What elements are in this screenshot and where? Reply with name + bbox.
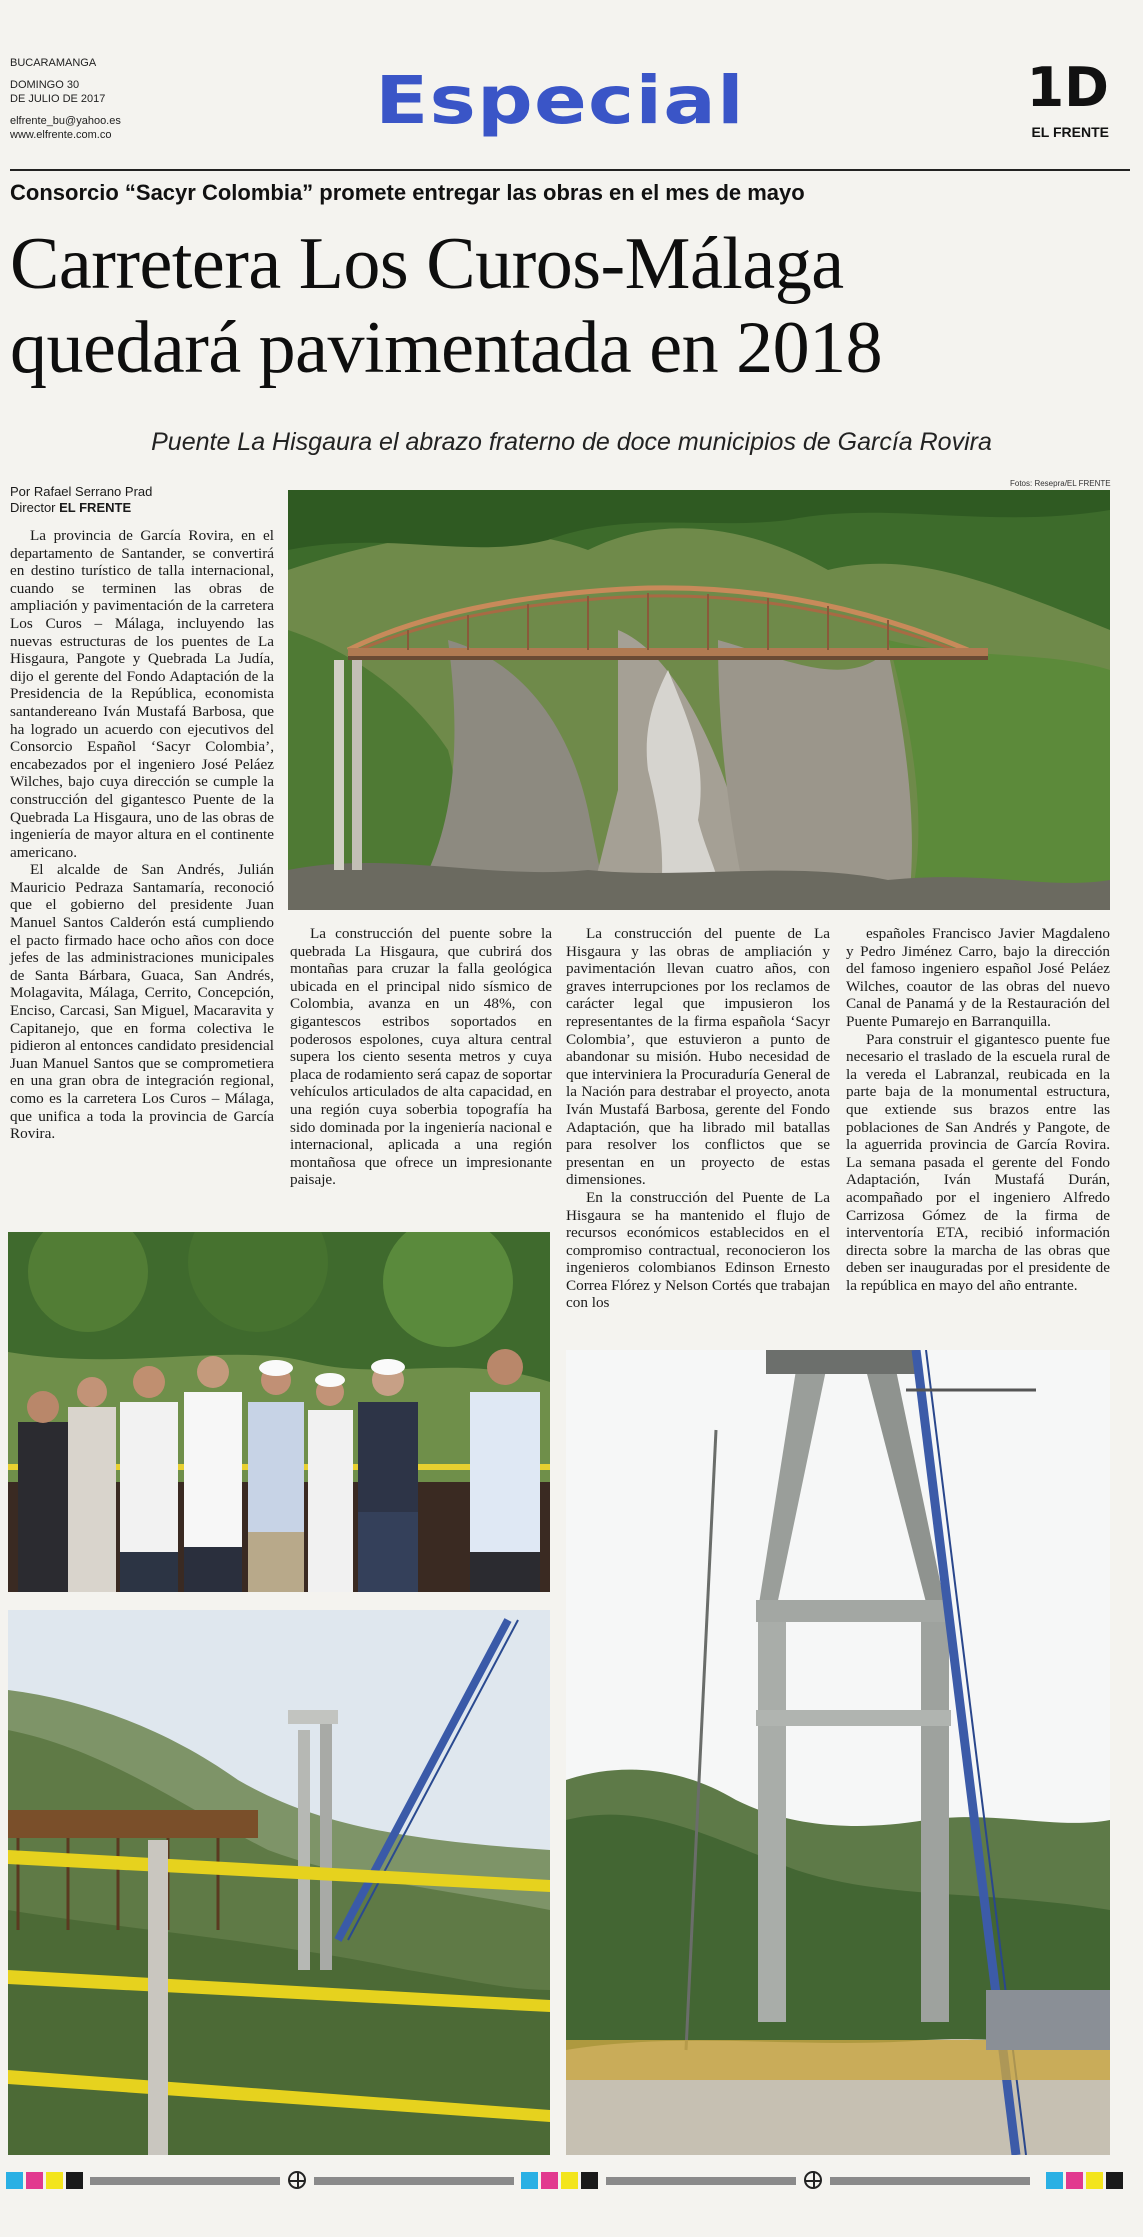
subheadline: Puente La Hisgaura el abrazo fraterno de doce municipios de García Rovira <box>151 428 992 456</box>
black-swatch <box>581 2172 598 2189</box>
grey-strip <box>90 2177 280 2185</box>
masthead-meta <box>10 56 121 142</box>
photo-credit: Fotos: Resepra/EL FRENTE <box>1010 479 1111 488</box>
yellow-swatch <box>1086 2172 1103 2189</box>
bridge-gorge-image <box>288 490 1110 910</box>
black-swatch <box>1106 2172 1123 2189</box>
email: elfrente_bu@yahoo.es <box>10 115 121 127</box>
date-line-2: DE JULIO DE 2017 <box>10 93 106 105</box>
col3-paragraph-1: La construcción del puente de La Hisgaura y las obras de ampliación y pavimentación llevan cuatro años, con graves interrupciones por los reclamos de carácter legal que impusieron los representantes de la firma española ‘Sacyr Colombia’, que estuvieron a punto de abandonar su misión. Hubo necesidad de que interviniera la Procuraduría General de la Nación para destrabar el proyecto, anota Iván Mustafá Barbosa, gerente del Fondo Adaptación, que ha librado mil batallas para resolver los conflictos que se presentan en un proyecto de estas dimensiones. <box>566 925 830 1189</box>
page-number: 1D <box>1026 56 1109 119</box>
byline-role: Director <box>10 500 60 515</box>
headline-line-2: quedará pavimentada en 2018 <box>10 307 883 389</box>
construction-site-image <box>8 1610 550 2155</box>
city: BUCARAMANGA <box>10 57 97 69</box>
cyan-swatch <box>6 2172 23 2189</box>
masthead-rule <box>10 169 1130 171</box>
construction-site-photo <box>8 1610 550 2155</box>
cyan-swatch <box>521 2172 538 2189</box>
date-line-1: DOMINGO 30 <box>10 79 80 91</box>
officials-group-image <box>8 1232 550 1592</box>
black-swatch <box>66 2172 83 2189</box>
byline-outlet: EL FRENTE <box>59 500 132 515</box>
col2-paragraph-1: La construcción del puente sobre la quebrada La Hisgaura, que cubrirá dos montañas para cruzar la falla geológica ubicada en el principal nido sísmico de Colombia, avanza en un 48%, con gigantescos estribos soportados en poderosos espolones, cuya altura central supera los ciento sesenta metros y cuya placa de rodamiento será capaz de soportar vehículos articulados de alta capacidad, en una región cuya soberbia topografía ha sido dominada por la ingeniería nacional e internacional, aplicada a una región montañosa que ofrece un impresionante paisaje. <box>290 925 552 1189</box>
col1-paragraph-1: La provincia de García Rovira, en el departamento de Santander, se convertirá en destino turístico de talla internacional, cuando se terminen las obras de ampliación y pavimentación de la carretera Los Curos – Málaga, incluyendo las nuevas estructuras de los puentes de La Hisgaura, Pangote y Quebrada La Judía, dijo el gerente del Fondo Adaptación de la Presidencia de la República, economista santandereano Iván Mustafá Barbosa, que ha logrado un acuerdo con ejecutivos del Consorcio Español ‘Sacyr Colombia’, encabezados por el ingeniero José Peláez Wilches, bajo cuya dirección se cumple la construcción del gigantesco Puente de la Quebrada La Hisgaura, uno de las obras de ingeniería de mayor altura en el continente americano. <box>10 527 274 861</box>
kicker: Consorcio “Sacyr Colombia” promete entregar las obras en el mes de mayo <box>10 180 805 205</box>
magenta-swatch <box>1066 2172 1083 2189</box>
bridge-gorge-photo <box>288 490 1110 910</box>
headline <box>10 222 1135 390</box>
print-color-bar <box>6 2168 1136 2190</box>
bridge-tower-photo <box>566 1350 1110 2155</box>
article-column-3 <box>566 925 830 1312</box>
col3-paragraph-2: En la construcción del Puente de La Hisgaura se ha mantenido el flujo de recursos económicos establecidos en el compromiso contractual, reconocieron los ingenieros colombianos Edinson Ernesto Correa Flórez y Nelson Cortés que trabajan con los <box>566 1188 831 1312</box>
col4-paragraph-2: Para construir el gigantesco puente fue necesario el traslado de la escuela rural de la vereda el Labranzal, reubicada en la parte baja de la monumental estructura, que extiende sus brazos entre las poblaciones de San Andrés y Pangote, de la aguerrida provincia de García Rovira. La semana pasada el gerente del Fondo Adaptación, Iván Mustafá Durán, acompañado por el ingeniero Alfredo Carrizosa Gómez de la firma de interventoría ETA, recibió información directa sobre la marcha de las obras que deben ser inauguradas por el presidente de la república en mayo del año entrante. <box>846 1030 1110 1294</box>
col1-paragraph-2: El alcalde de San Andrés, Julián Mauricio Pedraza Santamaría, reconoció que el gobierno del presidente Juan Manuel Santos Calderón está cumpliendo el pacto firmado hace ocho años con doce jefes de las administraciones municipales de Santa Bárbara, Guaca, San Andrés, Molagavita, Málaga, Cerrito, Concepción, Enciso, Carcasi, San Miguel, Macaravita y Capitanejo, que en forma colectiva le pidieron al entonces candidato presidencial Juan Manuel Santos que se comprometiera en una gran obra de integración regional, como es la carretera Los Curos – Málaga, que unifica a toda la provincia de García Rovira. <box>10 861 274 1143</box>
section-title: Especial <box>375 62 745 139</box>
headline-line-1: Carretera Los Curos-Málaga <box>10 223 844 305</box>
grey-strip <box>830 2177 1030 2185</box>
grey-strip <box>314 2177 514 2185</box>
website: www.elfrente.com.co <box>10 129 112 141</box>
magenta-swatch <box>541 2172 558 2189</box>
col4-paragraph-1: españoles Francisco Javier Magdaleno y Pedro Jiménez Carro, bajo la dirección del famoso ingeniero español José Peláez Wilches, coautor de las obras del nuevo Canal de Panamá y de la Restauración del Puente Pumarejo en Barranquilla. <box>846 925 1110 1030</box>
magenta-swatch <box>26 2172 43 2189</box>
byline-name: Por Rafael Serrano Prad <box>10 484 153 499</box>
article-column-2 <box>290 925 552 1189</box>
yellow-swatch <box>561 2172 578 2189</box>
yellow-swatch <box>46 2172 63 2189</box>
officials-group-photo <box>8 1232 550 1592</box>
byline <box>10 484 152 516</box>
newspaper-brand: EL FRENTE <box>1031 124 1109 140</box>
article-column-1 <box>10 527 274 1143</box>
article-column-4 <box>846 925 1110 1294</box>
cyan-swatch <box>1046 2172 1063 2189</box>
bridge-tower-image <box>566 1350 1110 2155</box>
registration-mark-icon <box>288 2171 306 2189</box>
registration-mark-icon <box>804 2171 822 2189</box>
grey-strip <box>606 2177 796 2185</box>
